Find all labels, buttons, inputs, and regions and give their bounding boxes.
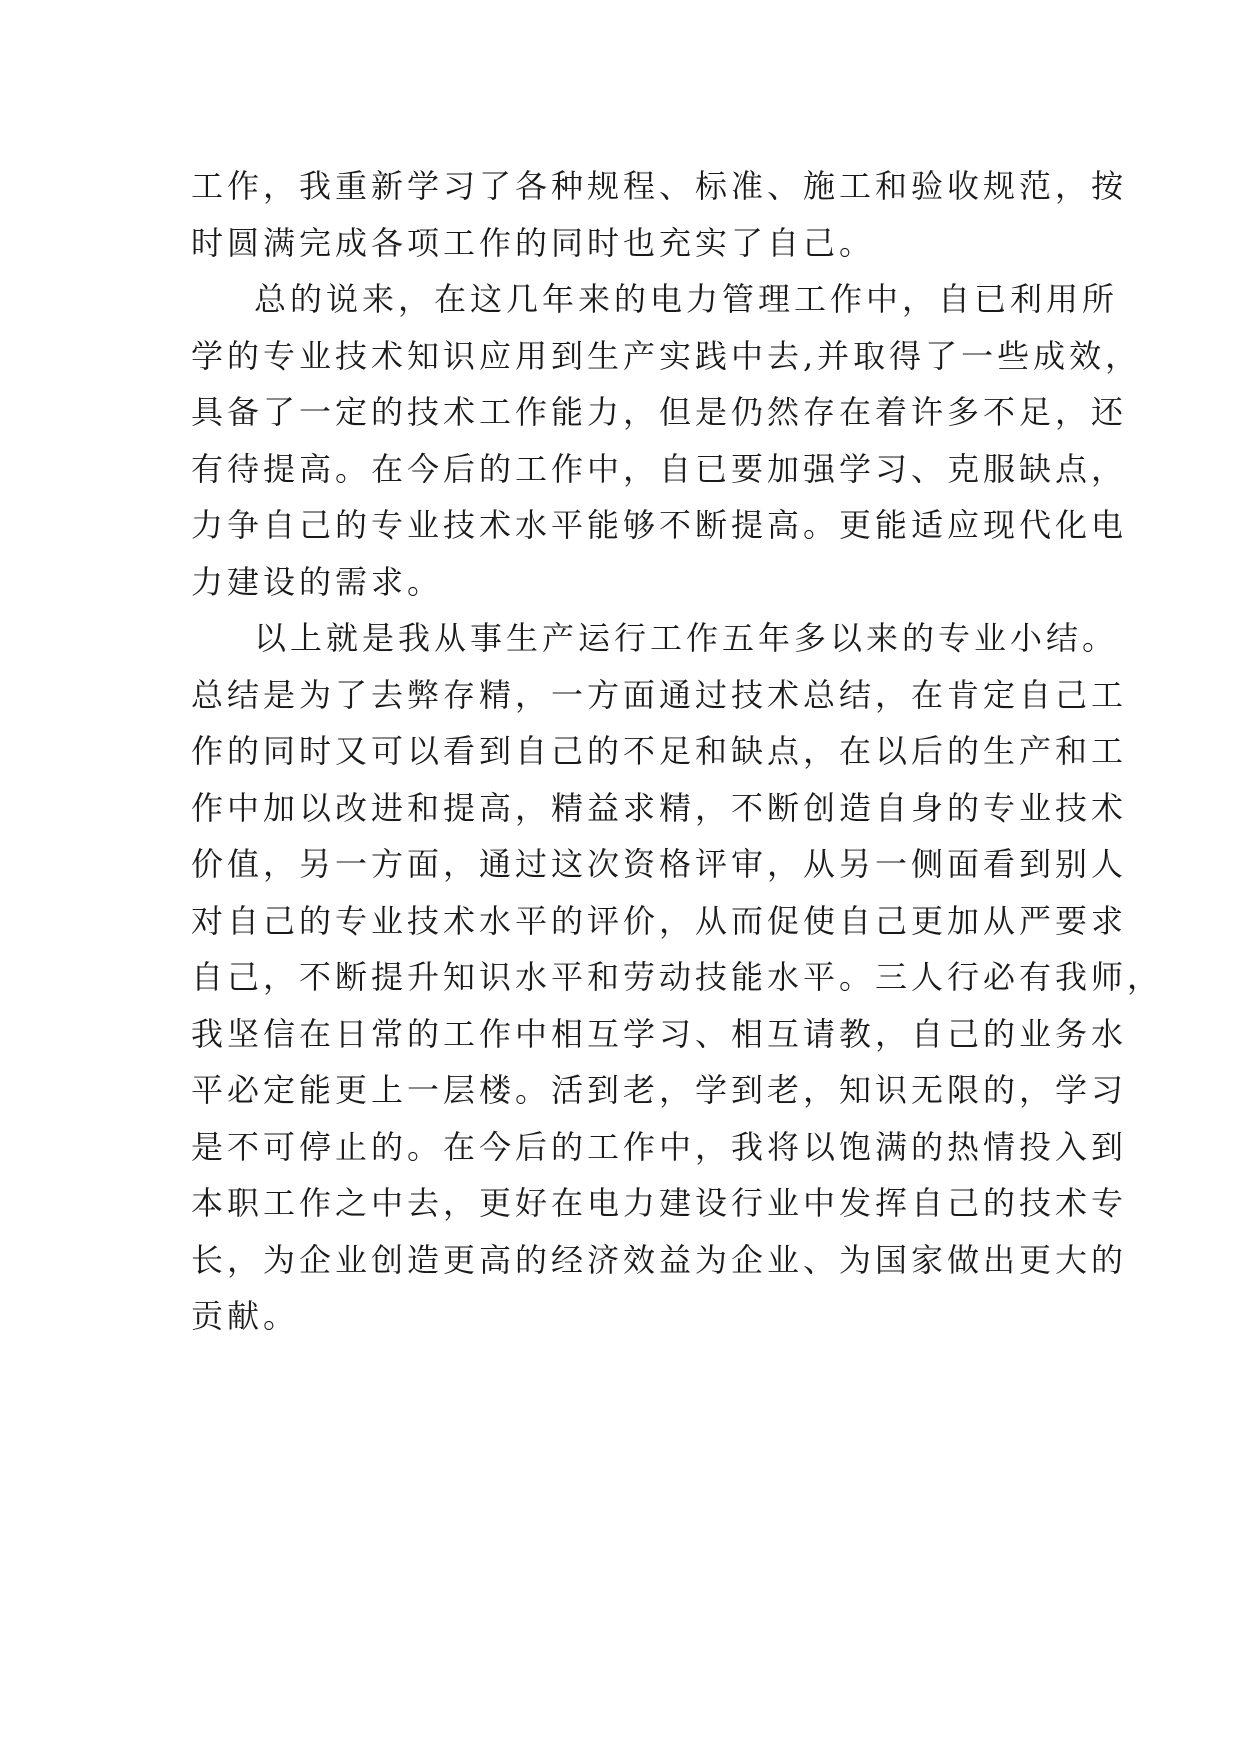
text-line: 平必定能更上一层楼。活到老，学到老，知识无限的，学习: [191, 1071, 1128, 1109]
document-body: [191, 158, 1164, 1345]
text-line: 作中加以改进和提高，精益求精，不断创造自身的专业技术: [191, 788, 1128, 827]
text-line: 具备了一定的技术工作能力，但是仍然存在着许多不足，还: [191, 393, 1128, 431]
text-line: 总结是为了去弊存精，一方面通过技术总结，在肯定自己工: [191, 675, 1128, 714]
text-line: 有待提高。在今后的工作中，自已要加强学习、克服缺点，: [191, 449, 1128, 488]
paragraph-3: [191, 610, 1164, 1345]
paragraph-1: [191, 158, 1128, 271]
text-line: 价值，另一方面，通过这次资格评审，从另一侧面看到别人: [191, 845, 1128, 883]
text-line: 作的同时又可以看到自己的不足和缺点，在以后的生产和工: [191, 732, 1128, 770]
text-line: 是不可停止的。在今后的工作中，我将以饱满的热情投入到: [191, 1127, 1128, 1166]
text-line: 对自己的专业技术水平的评价，从而促使自己更加从严要求: [191, 901, 1128, 940]
text-line: 本职工作之中去，更好在电力建设行业中发挥自己的技术专: [191, 1184, 1128, 1222]
text-line: 总的说来，在这几年来的电力管理工作中，自已利用所: [254, 280, 1119, 318]
text-line: 工作，我重新学习了各种规程、标准、施工和验收规范，按: [191, 167, 1128, 205]
text-line: 贡献。: [191, 1297, 300, 1335]
paragraph-2: [191, 271, 1142, 610]
text-line: 自己，不断提升知识水平和劳动技能水平。三人行必有我师，: [191, 958, 1164, 996]
text-line: 以上就是我从事生产运行工作五年多以来的专业小结。: [254, 619, 1119, 657]
text-line: 时圆满完成各项工作的同时也充实了自己。: [191, 223, 876, 262]
text-line: 我坚信在日常的工作中相互学习、相互请教，自己的业务水: [191, 1014, 1128, 1053]
text-line: 力建设的需求。: [191, 562, 444, 601]
text-line: 长，为企业创造更高的经济效益为企业、为国家做出更大的: [191, 1240, 1128, 1279]
text-line: 学的专业技术知识应用到生产实践中去,并取得了一些成效，: [191, 336, 1142, 375]
text-line: 力争自己的专业技术水平能够不断提高。更能适应现代化电: [191, 506, 1128, 544]
